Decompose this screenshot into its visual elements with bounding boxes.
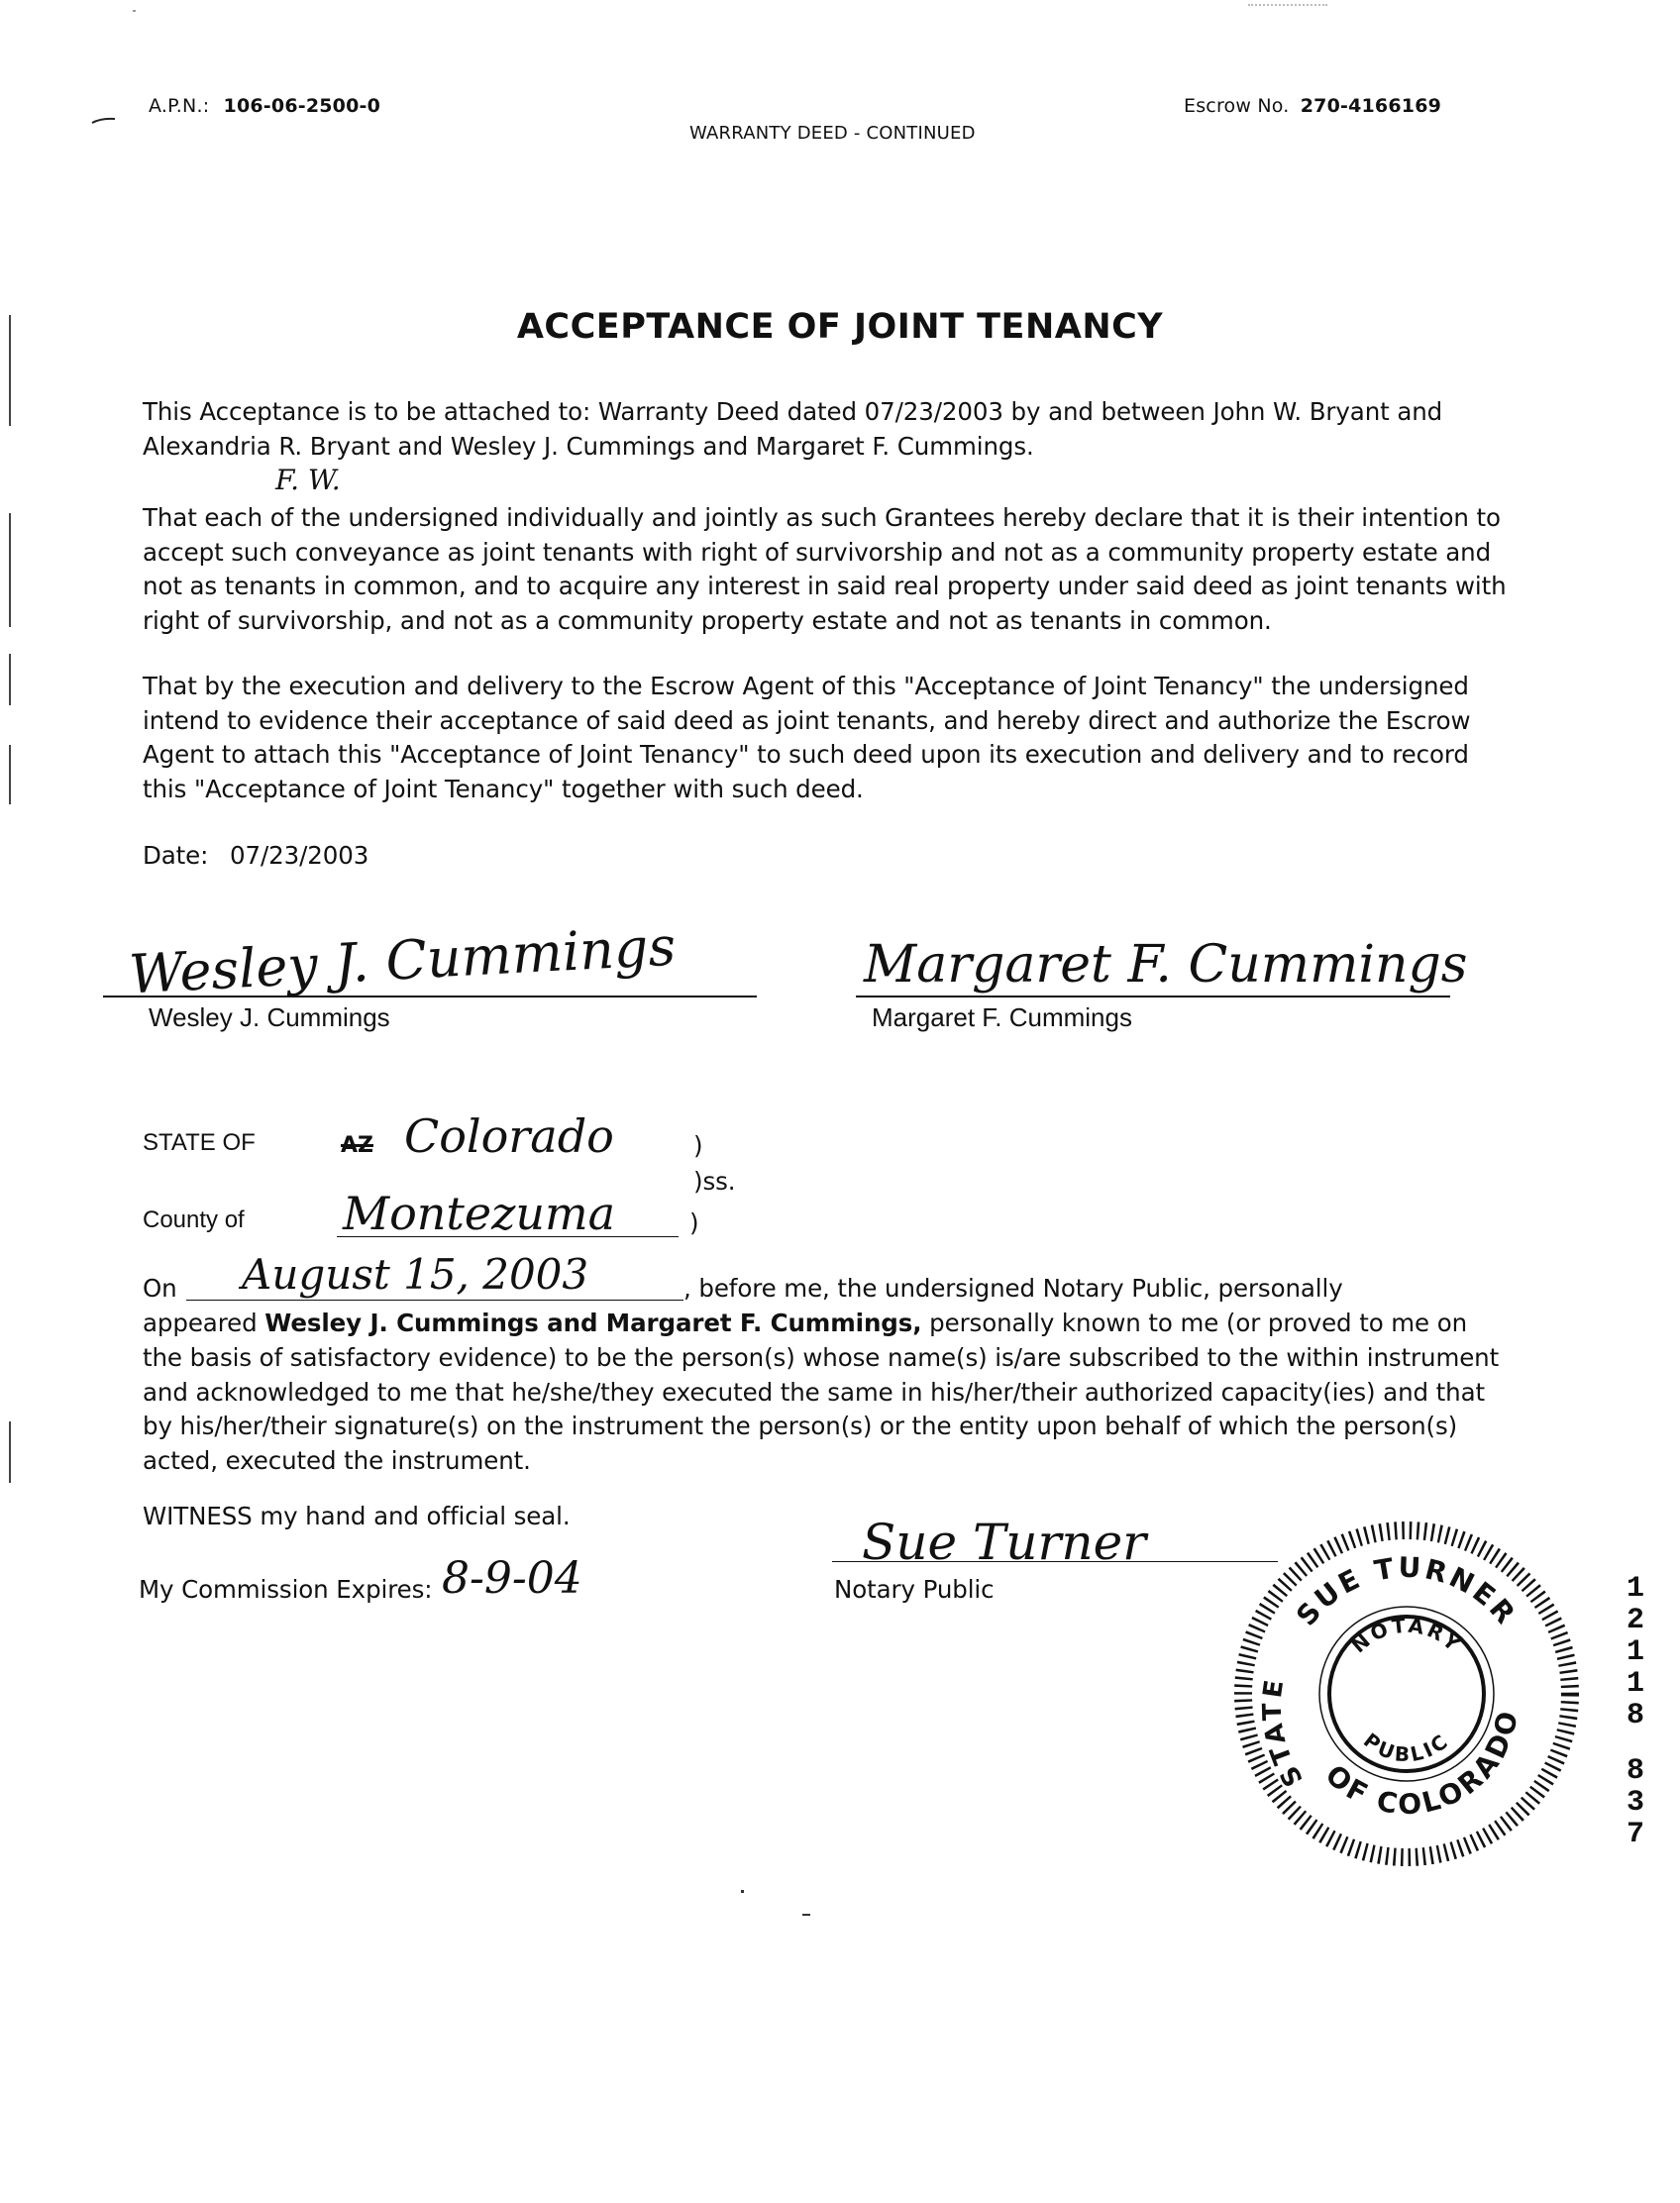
scan-speck — [741, 1890, 744, 1893]
stamp-digit: 2 — [1626, 1604, 1644, 1637]
county-bracket: ) — [689, 1208, 699, 1237]
scan-margin-line — [9, 654, 11, 705]
scan-speck — [802, 1914, 810, 1916]
svg-text:PUBLIC — [1359, 1729, 1454, 1767]
notary-signature-line — [832, 1561, 1278, 1562]
paragraph-line: This Acceptance is to be attached to: Warranty Deed dated 07/23/2003 by and between John W. Bryant and — [143, 397, 1443, 426]
paragraph-line: That each of the undersigned individually and jointly as such Grantees hereby declare that it is their intention to — [143, 503, 1501, 532]
acknowledgment-date-line — [186, 1300, 683, 1301]
paragraph-line: by his/her/their signature(s) on the instrument the person(s) or the entity upon behalf of which the person(s) — [143, 1412, 1458, 1440]
apn-label: A.P.N.: — [149, 95, 210, 117]
ack-names: Wesley J. Cummings and Margaret F. Cummings, — [264, 1309, 922, 1337]
paragraph-intention — [143, 501, 1569, 638]
signer-name-wesley: Wesley J. Cummings — [149, 1002, 390, 1032]
state-value: Colorado — [404, 1109, 614, 1163]
apn-mark — [91, 109, 117, 115]
escrow-number — [1184, 95, 1441, 117]
ack-line-2-rest: personally known to me (or proved to me on — [929, 1309, 1468, 1337]
scan-margin-line — [9, 745, 11, 804]
svg-text:SUE TURNER — [1290, 1551, 1523, 1632]
paragraph-line: Agent to attach this "Acceptance of Joint Tenancy" to such deed upon its execution and delivery and to record — [143, 740, 1469, 769]
paragraph-line: this "Acceptance of Joint Tenancy" together with such deed. — [143, 774, 864, 803]
commission-value: 8-9-04 — [442, 1553, 582, 1604]
scan-speck — [133, 10, 136, 12]
ack-appeared: appeared — [143, 1309, 258, 1337]
apn — [149, 95, 380, 117]
stamp-digit: 8 — [1626, 1754, 1644, 1788]
scan-margin-line — [9, 1421, 11, 1483]
paragraph-line: accept such conveyance as joint tenants with right of survivorship and not as a community property estate and — [143, 537, 1492, 567]
county-value: Montezuma — [343, 1187, 616, 1240]
state-bracket: ) — [693, 1131, 703, 1160]
date-value: 07/23/2003 — [230, 841, 369, 870]
ack-body — [143, 1341, 1569, 1478]
paragraph-line: Alexandria R. Bryant and Wesley J. Cummings and Margaret F. Cummings. — [143, 431, 1034, 461]
notary-seal-graphic — [1228, 1516, 1585, 1872]
stamp-digit: 1 — [1626, 1667, 1644, 1701]
paragraph-line: and acknowledged to me that he/she/they executed the same in his/her/their authorized capacity(ies) and that — [143, 1377, 1486, 1407]
paragraph-line: intend to evidence their acceptance of said deed as joint tenants, and hereby direct and authorize the Escrow — [143, 705, 1471, 735]
witness-line: WITNESS my hand and official seal. — [143, 1502, 571, 1530]
paragraph-line: That by the execution and delivery to the Escrow Agent of this "Acceptance of Joint Tenancy" the undersigned — [143, 672, 1469, 700]
paragraph-attachment — [143, 395, 1549, 464]
scan-margin-line — [9, 513, 11, 627]
signature-wesley: Wesley J. Cummings — [127, 914, 678, 1006]
county-underline — [337, 1236, 679, 1237]
date-line — [143, 839, 368, 874]
acknowledgment-date: August 15, 2003 — [242, 1250, 589, 1299]
notary-signature: Sue Turner — [862, 1514, 1147, 1571]
ack-line-1-rest: , before me, the undersigned Notary Public, personally — [683, 1274, 1343, 1303]
stamp-digit: 1 — [1626, 1635, 1644, 1669]
apn-value: 106-06-2500-0 — [223, 95, 381, 117]
state-label: STATE OF — [143, 1129, 256, 1156]
signer-name-margaret: Margaret F. Cummings — [872, 1002, 1132, 1032]
stamp-digit: 3 — [1626, 1786, 1644, 1820]
paragraph-execution — [143, 670, 1569, 806]
notary-label: Notary Public — [834, 1575, 995, 1604]
commission-label: My Commission Expires: — [139, 1575, 433, 1604]
state-struck: AZ — [341, 1133, 373, 1158]
stamp-digit: 7 — [1626, 1818, 1644, 1851]
on-label: On — [143, 1274, 177, 1303]
seal-top-text: SUE TURNER — [1290, 1550, 1523, 1632]
paragraph-line: acted, executed the instrument. — [143, 1445, 531, 1475]
seal-inner-top: NOTARY — [1346, 1613, 1467, 1658]
ss-label: )ss. — [693, 1167, 736, 1196]
stamp-digit: 8 — [1626, 1699, 1644, 1732]
seal-bottom-text: OF COLORADO — [1318, 1706, 1525, 1822]
signature-line-margaret — [856, 996, 1450, 997]
escrow-value: 270-4166169 — [1300, 95, 1442, 117]
stamp-digit: 1 — [1626, 1572, 1644, 1606]
handwritten-correction: F. W. — [275, 464, 341, 496]
notary-seal — [1228, 1516, 1585, 1872]
svg-text:NOTARY — [1347, 1614, 1467, 1658]
paragraph-line: right of survivorship, and not as a community property estate and not as tenants in common. — [143, 605, 1272, 635]
ack-line-2 — [143, 1307, 1569, 1341]
escrow-label: Escrow No. — [1184, 95, 1290, 117]
scan-speck — [1248, 4, 1327, 8]
document-title: ACCEPTANCE OF JOINT TENANCY — [516, 307, 1164, 347]
date-label: Date: — [143, 841, 209, 870]
paragraph-line: the basis of satisfactory evidence) to be the person(s) whose name(s) is/are subscribed to the within instrument — [143, 1343, 1500, 1372]
svg-text:STATE — [1258, 1674, 1310, 1791]
header-subtitle: WARRANTY DEED - CONTINUED — [689, 123, 976, 144]
seal-left-text: STATE — [1257, 1674, 1310, 1792]
paragraph-line: not as tenants in common, and to acquire any interest in said real property under said deed as joint tenants with — [143, 572, 1507, 600]
signature-margaret: Margaret F. Cummings — [864, 935, 1468, 995]
county-label: County of — [143, 1206, 245, 1233]
margin-stamp — [1621, 1573, 1650, 1850]
seal-inner-bottom: PUBLIC — [1359, 1728, 1454, 1767]
signature-line-wesley — [103, 996, 757, 997]
